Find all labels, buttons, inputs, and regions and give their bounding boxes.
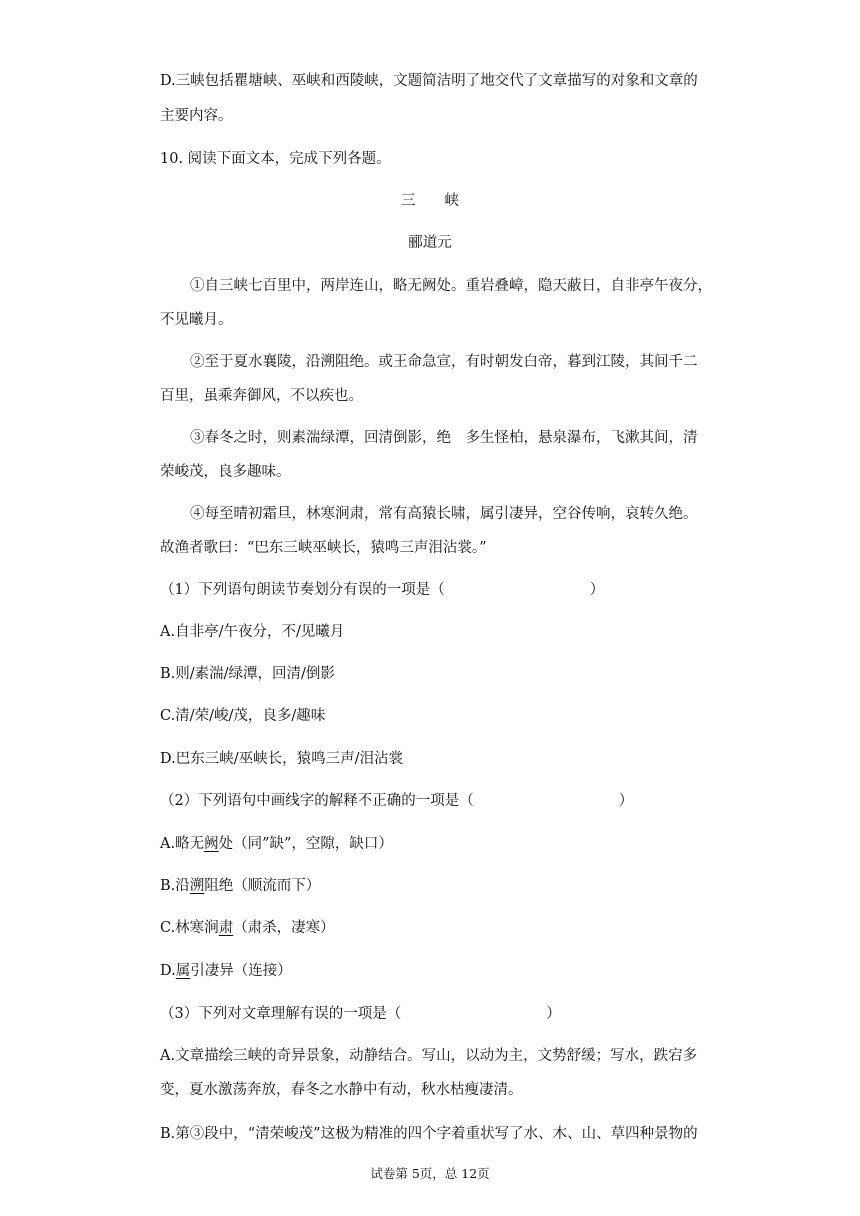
- option-a-suffix: 处（同”缺”，空隙，缺口）: [218, 836, 393, 852]
- subquestion-2: （2）下列语句中画线字的解释不正确的一项是（ ）: [160, 793, 634, 809]
- passage-title: 三 峡: [401, 193, 459, 209]
- option-b-prefix: B.沿: [160, 878, 190, 894]
- subquestion-3-option-b-line-1: B.第③段中，“清荣峻茂”这极为精准的四个字着重状写了水、木、山、草四种景物的: [160, 1126, 698, 1142]
- option-c-suffix: （肃杀，凄寒）: [233, 920, 335, 936]
- option-d-prev-line-2: 主要内容。: [160, 108, 233, 124]
- underlined-char: 肃: [218, 920, 234, 936]
- subquestion-1-option-b: B.则/素湍/绿潭，回清/倒影: [160, 666, 335, 682]
- paragraph-3-line-2: 荣峻茂，良多趣味。: [160, 464, 291, 480]
- paragraph-1-line-2: 不见曦月。: [160, 312, 233, 328]
- subquestion-1-option-d: D.巴东三峡/巫峡长，猿鸣三声/泪沾裳: [160, 751, 403, 767]
- subquestion-1-option-a: A.自非亭/午夜分，不/见曦月: [160, 624, 345, 640]
- paragraph-4-line-2: 故渔者歌曰：“巴东三峡巫峡长，猿鸣三声泪沾裳。”: [160, 540, 487, 556]
- underlined-char: 溯: [189, 878, 205, 894]
- paragraph-4-line-1: ④每至晴初霜旦，林寒涧肃，常有高猿长啸，属引凄异，空谷传响，哀转久绝。: [190, 506, 698, 522]
- option-b-suffix: 阻绝（顺流而下）: [204, 878, 321, 894]
- option-d-prefix: D.: [160, 963, 176, 979]
- option-a-prefix: A.略无: [160, 836, 205, 852]
- subquestion-2-option-c: [160, 918, 335, 938]
- underlined-char: 属: [175, 963, 191, 979]
- subquestion-1-option-c: C.清/荣/峻/茂，良多/趣味: [160, 708, 326, 724]
- option-c-prefix: C.林寒涧: [160, 920, 219, 936]
- subquestion-1: （1）下列语句朗读节奏划分有误的一项是（ ）: [160, 582, 605, 598]
- subquestion-3: （3）下列对文章理解有误的一项是（ ）: [160, 1006, 561, 1022]
- paragraph-3-line-1: ③春冬之时，则素湍绿潭，回清倒影，绝 多生怪柏，悬泉瀑布，飞漱其间，清: [190, 430, 698, 446]
- page-footer: 试卷第 5页，总 12页: [370, 1166, 490, 1181]
- option-d-prev-line-1: D.三峡包括瞿塘峡、巫峡和西陵峡，文题简洁明了地交代了文章描写的对象和文章的: [160, 73, 698, 89]
- subquestion-2-option-d: [160, 961, 292, 981]
- question-10-heading: 10. 阅读下面文本，完成下列各题。: [160, 151, 391, 167]
- passage-author: 郦道元: [408, 235, 452, 251]
- paragraph-1-line-1: ①自三峡七百里中，两岸连山，略无阙处。重岩叠嶂，隐天蔽日，自非亭午夜分，: [190, 278, 712, 294]
- option-d-suffix: 引凄异（连接）: [190, 963, 292, 979]
- paragraph-2-line-2: 百里，虽乘奔御风，不以疾也。: [160, 388, 363, 404]
- subquestion-2-option-a: [160, 834, 393, 854]
- subquestion-3-option-a-line-2: 变，夏水激荡奔放，春冬之水静中有动，秋水枯瘦凄清。: [160, 1082, 523, 1098]
- subquestion-3-option-a-line-1: A.文章描绘三峡的奇异景象，动静结合。写山，以动为主，文势舒缓；写水，跌宕多: [160, 1048, 698, 1064]
- paragraph-2-line-1: ②至于夏水襄陵，沿溯阻绝。或王命急宣，有时朝发白帝，暮到江陵，其间千二: [190, 354, 698, 370]
- subquestion-2-option-b: [160, 876, 320, 896]
- underlined-char: 阙: [204, 836, 219, 852]
